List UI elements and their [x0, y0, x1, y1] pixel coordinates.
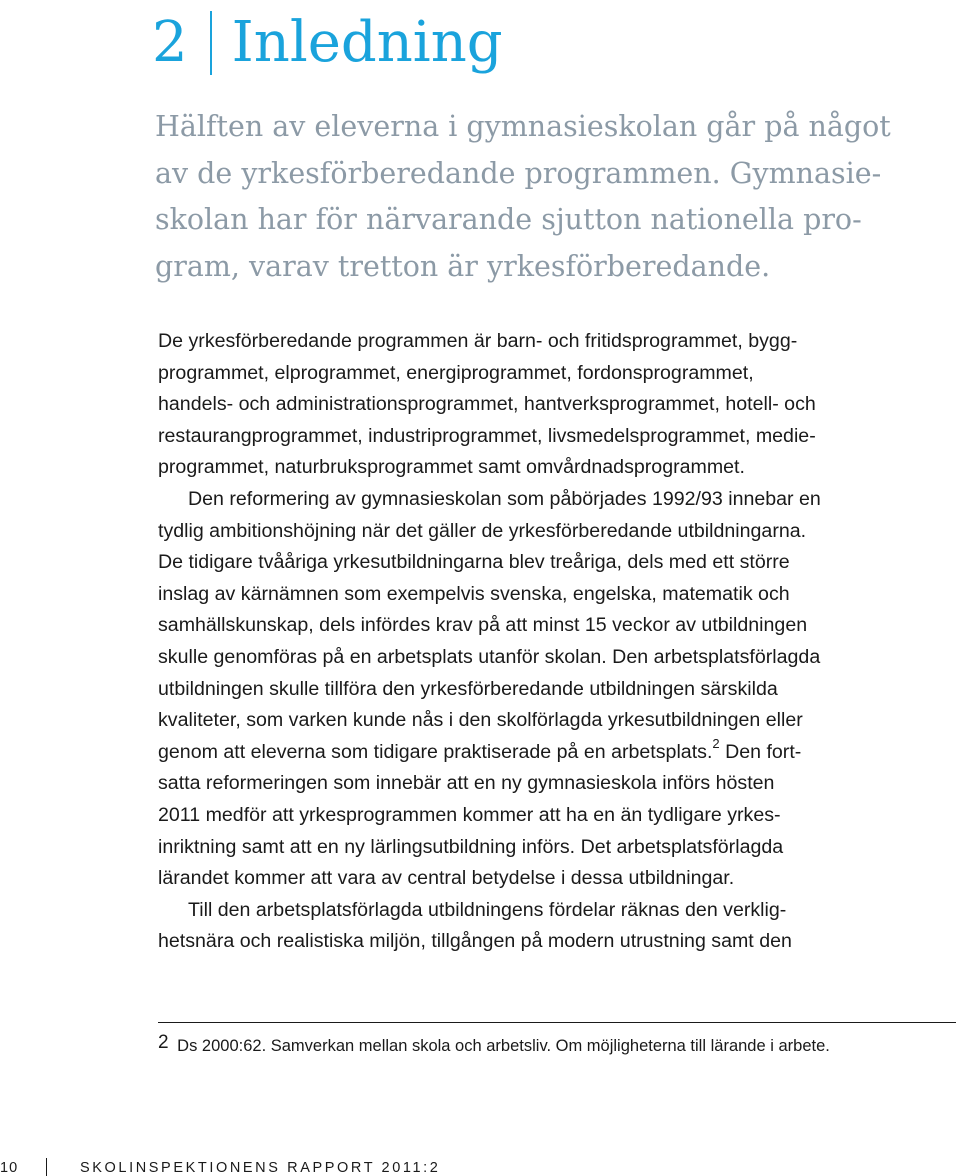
body-text	[158, 326, 958, 958]
footer-divider	[46, 1158, 47, 1176]
body-line: De yrkesförberedande programmen är barn- och fritidsprogrammet, bygg-	[158, 330, 798, 352]
body-line: restaurangprogrammet, industriprogrammet, livsmedelsprogrammet, medie-	[158, 424, 816, 447]
body-line: samhällskunskap, dels infördes krav på att minst 15 veckor av utbildningen	[158, 614, 808, 637]
footer-title: SKOLINSPEKTIONENS RAPPORT 2011:2	[80, 1160, 441, 1176]
body-line	[158, 737, 958, 769]
body-line: inriktning samt att en ny lärlingsutbildning införs. Det arbetsplatsförlagda	[158, 835, 784, 858]
footnote-rule	[158, 1022, 956, 1023]
page-footer	[0, 1158, 960, 1176]
body-line: utbildningen skulle tillföra den yrkesförberedande utbildningen särskilda	[158, 677, 778, 700]
body-line: tydlig ambitionshöjning när det gäller de yrkesförberedande utbildningarna.	[158, 519, 807, 542]
chapter-heading	[152, 8, 503, 78]
footnote-text: Ds 2000:62. Samverkan mellan skola och arbetsliv. Om möjligheterna till lärande i arbete.	[177, 1037, 830, 1055]
footnote	[158, 1034, 830, 1058]
body-line: programmet, naturbruksprogrammet samt omvårdnadsprogrammet.	[158, 456, 745, 479]
chapter-number: 2	[152, 10, 188, 75]
body-line: kvaliteter, som varken kunde nås i den skolförlagda yrkesutbildningen eller	[158, 709, 803, 732]
body-line: Den reformering av gymnasieskolan som påbörjades 1992/93 innebar en	[188, 487, 821, 510]
body-line: programmet, elprogrammet, energiprogrammet, fordonsprogrammet,	[158, 361, 754, 384]
body-line: Till den arbetsplatsförlagda utbildningens fördelar räknas den verklig-	[188, 898, 787, 921]
body-line-text: Den fort-	[719, 740, 802, 763]
ingress-line: Hälften av eleverna i gymnasieskolan går på något	[155, 110, 891, 143]
footnote-number: 2	[158, 1032, 169, 1053]
ingress-line: av de yrkesförberedande programmen. Gymnasie-	[155, 156, 882, 190]
footnote-reference[interactable]: 2	[712, 736, 720, 752]
body-line: hetsnära och realistiska miljön, tillgången på modern utrustning samt den	[158, 930, 792, 953]
ingress-line: skolan har för närvarande sjutton nationella pro-	[155, 203, 862, 236]
body-line: inslag av kärnämnen som exempelvis svenska, engelska, matematik och	[158, 582, 790, 605]
body-line: De tidigare tvååriga yrkesutbildningarna blev treåriga, dels med ett större	[158, 551, 790, 574]
body-line: handels- och administrationsprogrammet, hantverksprogrammet, hotell- och	[158, 393, 816, 416]
body-line: 2011 medför att yrkesprogrammen kommer att ha en än tydligare yrkes-	[158, 803, 781, 826]
body-line: lärandet kommer att vara av central betydelse i dessa utbildningar.	[158, 867, 735, 890]
body-line-text: genom att eleverna som tidigare praktiserade på en arbetsplats.	[158, 740, 713, 763]
page-number: 10	[0, 1160, 19, 1176]
body-line: satta reformeringen som innebär att en ny gymnasieskola införs hösten	[158, 772, 775, 795]
ingress-paragraph	[155, 104, 945, 290]
chapter-title: Inledning	[231, 10, 503, 75]
chapter-divider	[210, 11, 212, 75]
body-line: skulle genomföras på en arbetsplats utanför skolan. Den arbetsplatsförlagda	[158, 645, 821, 668]
ingress-line: gram, varav tretton är yrkesförberedande.	[155, 249, 771, 283]
